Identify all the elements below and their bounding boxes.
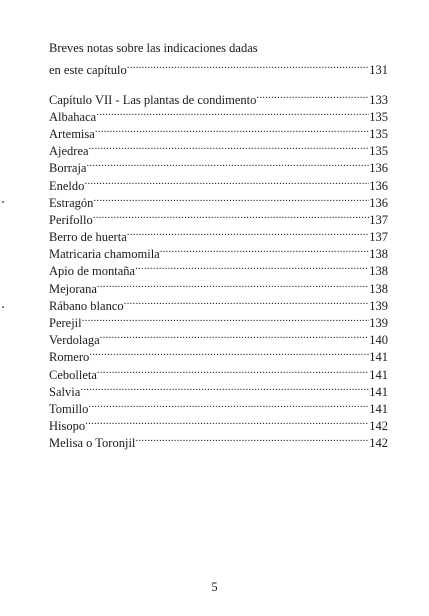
toc-entry[interactable]	[49, 379, 388, 399]
toc-entry-page: 133	[369, 92, 388, 107]
toc-entry[interactable]	[49, 104, 388, 124]
toc-entry[interactable]	[49, 275, 388, 296]
margin-speck	[2, 201, 4, 203]
toc-entry-title: Hisopo	[49, 419, 86, 434]
toc-entry-page: 135	[369, 109, 388, 124]
toc-entry-page: 136	[369, 195, 388, 210]
toc-entry-title: Artemisa	[49, 126, 95, 141]
toc-entry[interactable]	[49, 396, 388, 416]
toc-entry-title: en este capítulo	[49, 63, 127, 78]
table-of-contents	[49, 40, 388, 451]
toc-entry[interactable]	[49, 430, 388, 451]
dot-leader	[97, 361, 369, 378]
page-number: 5	[211, 580, 218, 594]
dot-leader	[100, 327, 370, 344]
toc-entry-page: 138	[369, 264, 388, 279]
toc-entry-title: Salvia	[49, 384, 81, 399]
dot-leader	[127, 224, 370, 241]
dot-leader	[135, 258, 369, 275]
toc-entry-title: Apio de montaña	[49, 264, 136, 279]
toc-entry-title: Estragón	[49, 195, 94, 210]
toc-entry-page: 139	[369, 316, 388, 330]
toc-entry-title: Albahaca	[49, 109, 97, 124]
toc-entry-page: 142	[369, 436, 388, 451]
toc-entry[interactable]	[49, 86, 388, 107]
toc-entry-title: Romero	[49, 350, 90, 365]
toc-entry-intro[interactable]	[49, 57, 388, 78]
toc-entry-page: 135	[369, 144, 388, 159]
toc-entry-page: 137	[369, 212, 388, 227]
toc-entry[interactable]	[49, 172, 388, 193]
toc-entry-title: Matricaria chamomila	[49, 247, 160, 262]
dot-leader	[93, 190, 369, 207]
toc-entry[interactable]	[49, 310, 388, 330]
toc-entry-page: 141	[369, 367, 388, 382]
dot-leader	[124, 293, 370, 310]
toc-entry[interactable]	[49, 293, 388, 313]
toc-entry-page: 141	[369, 384, 388, 399]
toc-entry-title: Tomillo	[49, 401, 89, 416]
toc-entry-page: 141	[369, 350, 388, 365]
dot-leader	[80, 379, 369, 396]
dot-leader	[88, 396, 369, 413]
toc-entry-title: Capítulo VII - Las plantas de condimento	[49, 92, 257, 107]
toc-entry-page: 141	[369, 401, 388, 416]
dot-leader	[135, 430, 369, 447]
toc-entry-title: Ajedrea	[49, 144, 89, 159]
toc-entry-page: 138	[369, 247, 388, 262]
toc-entry-list	[49, 86, 388, 451]
toc-entry[interactable]	[49, 207, 388, 227]
toc-entry[interactable]	[49, 190, 388, 210]
toc-entry-page: 138	[369, 281, 388, 296]
toc-entry-title: Eneldo	[49, 178, 85, 193]
toc-entry-page: 139	[369, 298, 388, 313]
dot-leader	[89, 138, 370, 155]
toc-entry-page: 142	[369, 419, 388, 434]
toc-intro-line-1: Breves notas sobre las indicaciones dadas	[49, 41, 258, 55]
toc-entry-page: 137	[369, 230, 388, 245]
toc-entry[interactable]	[49, 155, 388, 176]
toc-entry-title: Borraja	[49, 161, 87, 176]
toc-entry[interactable]	[49, 224, 388, 245]
toc-entry-title: Verdolaga	[49, 333, 100, 348]
dot-leader	[97, 275, 369, 292]
dot-leader	[96, 104, 369, 121]
toc-entry-page: 136	[369, 161, 388, 176]
toc-entry-page: 131	[369, 63, 388, 78]
toc-entry[interactable]	[49, 344, 388, 365]
dot-leader	[127, 57, 370, 74]
toc-entry-title: Rábano blanco	[49, 298, 124, 313]
margin-speck	[2, 306, 4, 308]
toc-entry-title: Berro de huerta	[49, 230, 127, 245]
dot-leader	[256, 86, 369, 103]
dot-leader	[84, 172, 369, 189]
dot-leader	[86, 155, 369, 172]
toc-entry[interactable]	[49, 327, 388, 348]
dot-leader	[85, 413, 369, 430]
toc-entry[interactable]	[49, 121, 388, 141]
dot-leader	[95, 121, 369, 138]
toc-entry-title: Cebolleta	[49, 367, 97, 382]
toc-entry[interactable]	[49, 413, 388, 434]
toc-entry-title: Mejorana	[49, 281, 97, 296]
toc-entry[interactable]	[49, 138, 388, 159]
toc-entry-title: Perejil	[49, 316, 82, 330]
dot-leader	[93, 207, 370, 224]
toc-entry-page: 140	[369, 333, 388, 348]
dot-leader	[82, 310, 370, 327]
dot-leader	[89, 344, 369, 361]
toc-entry-page: 136	[369, 178, 388, 193]
toc-entry-title: Melisa o Toronjil	[49, 436, 136, 451]
dot-leader	[160, 241, 370, 258]
toc-entry-page: 135	[369, 126, 388, 141]
toc-entry[interactable]	[49, 361, 388, 382]
toc-entry-title: Perifollo	[49, 212, 93, 227]
